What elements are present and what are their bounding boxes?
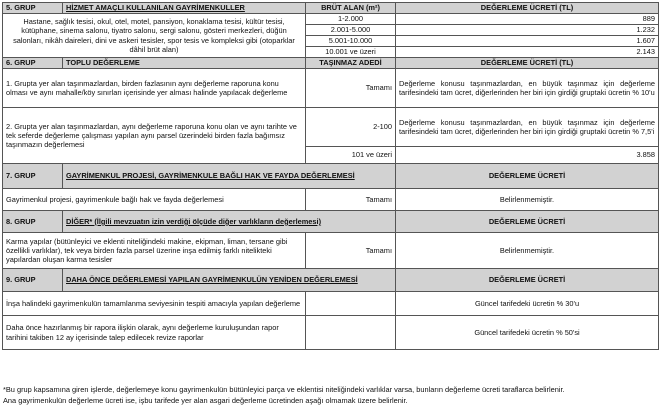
group-9-number: 9. GRUP	[3, 269, 63, 292]
group-8-header	[3, 211, 659, 233]
table-row	[3, 233, 659, 269]
group-7-fee-header: DEĞERLEME ÜCRETİ	[396, 164, 659, 189]
group-7-title: GAYRİMENKUL PROJESİ, GAYRİMENKULE BAĞLI HAK VE FAYDA DEĞERLEMESİ	[66, 171, 355, 181]
group-9-header	[3, 269, 659, 292]
group-5-area-1: 1-2.000	[306, 14, 396, 25]
group-6-item-1-fee: Değerleme konusu taşınmazlardan, en büyük taşınmaz için değerleme tarifesindeki tam ücret, diğerlerinden her biri için girdiği gruptaki ücretin % 10'u	[396, 69, 659, 108]
group-5-fee-2: 1.232	[396, 25, 659, 36]
group-5-fee-4: 2.143	[396, 47, 659, 58]
group-6-title: TOPLU DEĞERLEME	[63, 58, 306, 69]
group-6-item-3-count: 101 ve üzeri	[306, 147, 396, 164]
group-7-header	[3, 164, 659, 189]
group-6-item-2-fee: Değerleme konusu taşınmazlardan, en büyük taşınmaz için değerleme tarifesindeki tam ücret, diğerlerinden her biri için girdiği gruptaki ücretin % 7,5'i	[396, 108, 659, 147]
group-5-description: Hastane, sağlık tesisi, okul, otel, motel, pansiyon, konaklama tesisi, kültür tesisi, kütüphane, sinema salonu, tiyatro salonu, sergi salonu, gösteri merkezleri, düğün salonları, nikâh daireleri, dini ve askeri tesisler, spor tesis ve kompleksi gibi (otoparklar dâhil brüt alan)	[3, 14, 306, 58]
table-row	[3, 316, 659, 350]
group-6-item-1-text: 1. Grupta yer alan taşınmazlardan, birden fazlasının aynı değerleme raporuna konu olması ve aynı mahalle/köy sınırları içerisinde yer alması halinde yapılacak değerleme	[3, 69, 306, 108]
group-8-fee: Belirlenmemiştir.	[396, 233, 659, 269]
table-row	[3, 292, 659, 316]
group-7-text: Gayrimenkul projesi, gayrimenkule bağlı hak ve fayda değerlemesi	[3, 189, 306, 211]
group-9-title: DAHA ÖNCE DEĞERLEMESİ YAPILAN GAYRİMENKULÜN YENİDEN DEĞERLEMESİ	[66, 275, 358, 285]
group-8-title: DİĞER* (İlgili mevzuatın izin verdiği ölçüde diğer varlıkların değerlemesi)	[66, 216, 322, 226]
group-6-item-2-text: 2. Grupta yer alan taşınmazlardan, aynı değerleme raporuna konu olan ve aynı tarihte ve tek seferde değerleme çalışması yapılan aynı parsel üzerindeki birden fazla bağımsız taşınmazın değerlemesi	[3, 108, 306, 164]
group-5-fee-header: DEĞERLEME ÜCRETİ (TL)	[396, 3, 659, 14]
group-5-area-4: 10.001 ve üzeri	[306, 47, 396, 58]
group-5-title: HİZMET AMAÇLI KULLANILAN GAYRİMENKULLER	[66, 3, 245, 13]
group-5-fee-1: 889	[396, 14, 659, 25]
group-9-item-1-fee: Güncel tarifedeki ücretin % 30'u	[396, 292, 659, 316]
group-6-header	[3, 58, 659, 69]
table-row	[3, 189, 659, 211]
group-5-area-header: BRÜT ALAN (m²)	[306, 3, 396, 14]
footnotes	[3, 384, 658, 406]
group-6-item-3-fee: 3.858	[396, 147, 659, 164]
table-row	[3, 108, 659, 147]
group-8-number: 8. GRUP	[3, 211, 63, 233]
group-7-fee: Belirlenmemiştir.	[396, 189, 659, 211]
group-9-item-2-text: Daha önce hazırlanmış bir rapora ilişkin olarak, aynı değerleme kuruluşundan rapor tarihini takiben 12 ay içerisinde talep edilecek revize raporlar	[3, 316, 306, 350]
table-row	[3, 14, 659, 25]
group-8-fee-header: DEĞERLEME ÜCRETİ	[396, 211, 659, 233]
group-5-fee-3: 1.607	[396, 36, 659, 47]
group-6-number: 6. GRUP	[3, 58, 63, 69]
footnote-2: Ana gayrimenkulün değerleme ücreti ise, işbu tarifede yer alan asgari değerleme ücretinden aşağı olmamak üzere belirlenir.	[3, 396, 408, 405]
group-5-header	[3, 3, 659, 14]
group-9-item-1-text: İnşa halindeki gayrimenkulün tamamlanma seviyesinin tespiti amacıyla yapılan değerleme	[3, 292, 306, 316]
group-8-text: Karma yapılar (bütünleyici ve eklenti niteliğindeki makine, ekipman, liman, tersane gibi özellikli varlıklar), tek veya birden fazla parsel üzerine inşa edilmiş farklı nitelikteki yapılardan oluşan karma tesisler	[3, 233, 306, 269]
group-9-fee-header: DEĞERLEME ÜCRETİ	[396, 269, 659, 292]
group-7-number: 7. GRUP	[3, 164, 63, 189]
group-5-area-3: 5.001-10.000	[306, 36, 396, 47]
group-6-item-2-count: 2-100	[306, 108, 396, 147]
group-5-number: 5. GRUP	[3, 3, 63, 14]
group-6-item-1-count: Tamamı	[306, 69, 396, 108]
group-6-fee-header: DEĞERLEME ÜCRETİ (TL)	[396, 58, 659, 69]
group-6-count-header: TAŞINMAZ ADEDİ	[306, 58, 396, 69]
group-5-area-2: 2.001-5.000	[306, 25, 396, 36]
valuation-fee-table	[2, 2, 659, 350]
footnote-1: *Bu grup kapsamına giren işlerde, değerlemeye konu gayrimenkulün bütünleyici parça ve eklentisi niteliğindeki varlıklar varsa, bunların değerleme ücreti taraflarca belirlenir.	[3, 385, 565, 394]
table-row	[3, 69, 659, 108]
group-7-count: Tamamı	[306, 189, 396, 211]
group-9-item-2-fee: Güncel tarifedeki ücretin % 50'si	[396, 316, 659, 350]
group-8-count: Tamamı	[306, 233, 396, 269]
